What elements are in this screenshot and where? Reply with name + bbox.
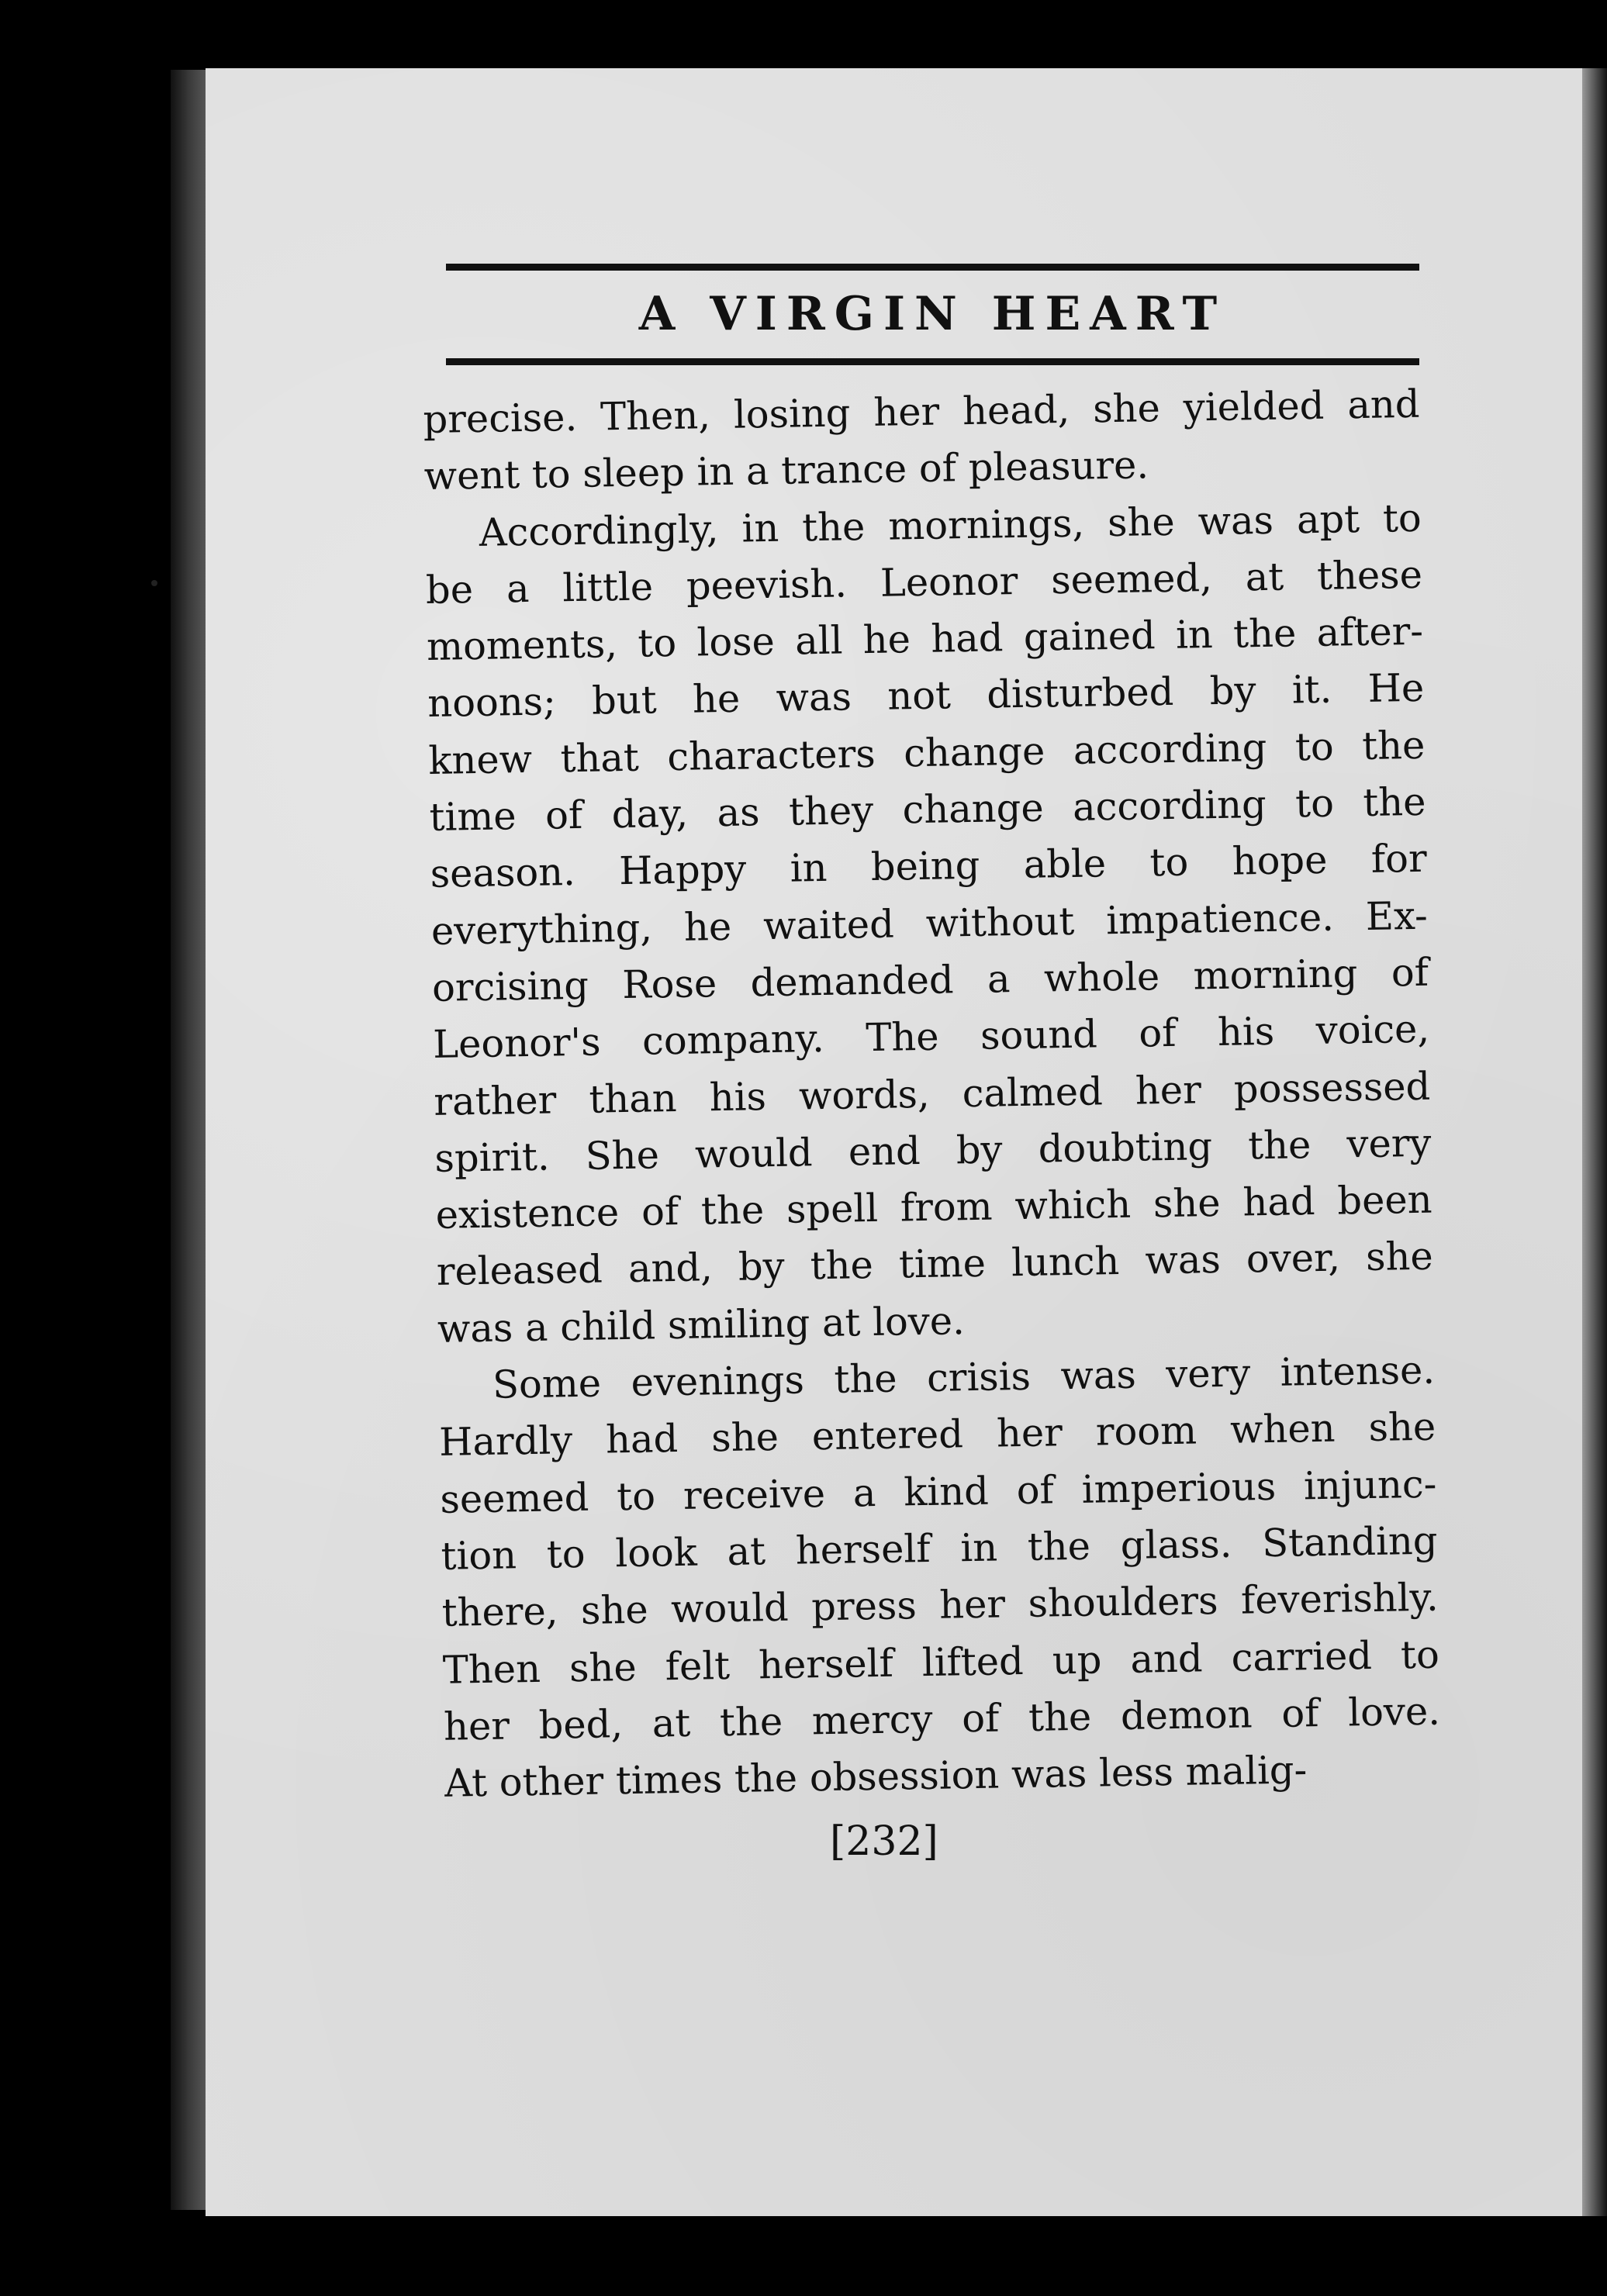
paragraph bbox=[424, 489, 1434, 1358]
text-line: seemed to receive a kind of imperious injunc- bbox=[439, 1461, 1437, 1522]
text-line: Leonor's company. The sound of his voice, bbox=[432, 1006, 1430, 1068]
text-line: her bed, at the mercy of the demon of love. bbox=[443, 1688, 1441, 1749]
text-line: At other times the obsession was less malig- bbox=[444, 1747, 1308, 1806]
header-rule-top bbox=[446, 264, 1419, 271]
text-line: Some evenings the crisis was very intense. bbox=[492, 1347, 1436, 1407]
text-line: there, she would press her shoulders feverishly. bbox=[441, 1574, 1439, 1636]
text-line: Accordingly, in the mornings, she was apt to bbox=[479, 495, 1422, 555]
running-head: A VIRGIN HEART bbox=[638, 287, 1227, 341]
text-line: noons; but he was not disturbed by it. He bbox=[427, 665, 1425, 727]
text-line: existence of the spell from which she had been bbox=[435, 1176, 1432, 1238]
page-number: [232] bbox=[830, 1818, 938, 1865]
text-line: Then she felt herself lifted up and carried to bbox=[442, 1631, 1440, 1693]
header-rule-bottom bbox=[446, 358, 1419, 365]
text-line: precise. Then, losing her head, she yielded and bbox=[423, 381, 1420, 442]
paragraph bbox=[438, 1342, 1442, 1812]
text-line: time of day, as they change according to the bbox=[429, 779, 1426, 841]
body-text bbox=[423, 376, 1442, 1812]
paragraph bbox=[423, 376, 1421, 506]
text-line: season. Happy in being able to hope for bbox=[430, 836, 1428, 897]
text-line: spirit. She would end by doubting the very bbox=[434, 1120, 1432, 1181]
text-line: be a little peevish. Leonor seemed, at these bbox=[425, 551, 1423, 613]
text-line: Hardly had she entered her room when she bbox=[438, 1403, 1436, 1466]
text-line: everything, he waited without impatience. Ex- bbox=[430, 893, 1429, 954]
text-line: was a child smiling at love. bbox=[437, 1297, 966, 1352]
text-line: moments, to lose all he had gained in the after- bbox=[426, 608, 1424, 670]
text-line: orcising Rose demanded a whole morning of bbox=[431, 949, 1429, 1010]
dust-speck bbox=[151, 580, 157, 586]
text-line: rather than his words, calmed her possessed bbox=[433, 1063, 1431, 1124]
text-line: went to sleep in a trance of pleasure. bbox=[423, 442, 1149, 499]
text-line: tion to look at herself in the glass. Standing bbox=[441, 1517, 1438, 1579]
text-line: knew that characters change according to the bbox=[428, 722, 1426, 783]
text-line: released and, by the time lunch was over, she bbox=[436, 1234, 1434, 1295]
page-edge-shadow bbox=[1582, 68, 1607, 2216]
